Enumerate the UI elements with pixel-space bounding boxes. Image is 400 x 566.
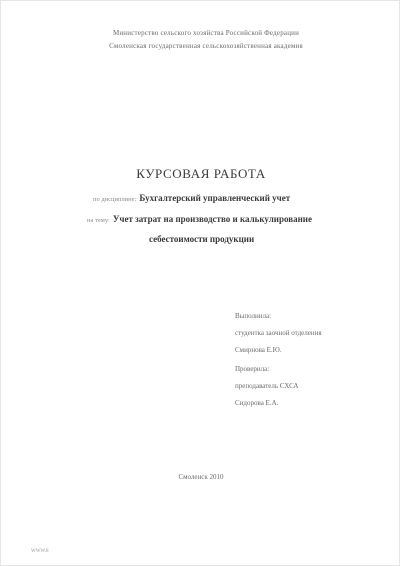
- ministry-line: Министерство сельского хозяйства Российской Федерации: [112, 29, 300, 37]
- topic-value-line1: Учет затрат на производство и калькулирование: [112, 214, 312, 224]
- document-header: [41, 27, 371, 53]
- university-line: Смоленская государственная сельскохозяйственная академия: [109, 42, 303, 50]
- topic-row: [87, 212, 377, 228]
- topic-value-line2: себестоимости продукции: [149, 234, 255, 244]
- teacher-position: преподаватель СХСА: [235, 382, 299, 390]
- topic-label: на тему:: [87, 217, 110, 224]
- teacher-name: Сидорова Е.А.: [235, 399, 279, 407]
- footer-mark: WWW.8: [31, 549, 49, 554]
- author-block: [235, 308, 385, 412]
- document-title: КУРСОВАЯ РАБОТА: [136, 166, 266, 181]
- done-label: Выполнила:: [235, 312, 272, 320]
- student-name: Смирнова Е.Ю.: [235, 346, 282, 354]
- subject-value: Бухгалтерский управленческий учет: [139, 193, 291, 203]
- checked-label: Проверила:: [235, 365, 270, 373]
- city-year: Смоленск 2010: [178, 473, 224, 481]
- student-label: студентка заочной отделения: [235, 329, 322, 337]
- subject-row: [93, 191, 383, 207]
- subject-label: по дисциплине:: [93, 196, 137, 203]
